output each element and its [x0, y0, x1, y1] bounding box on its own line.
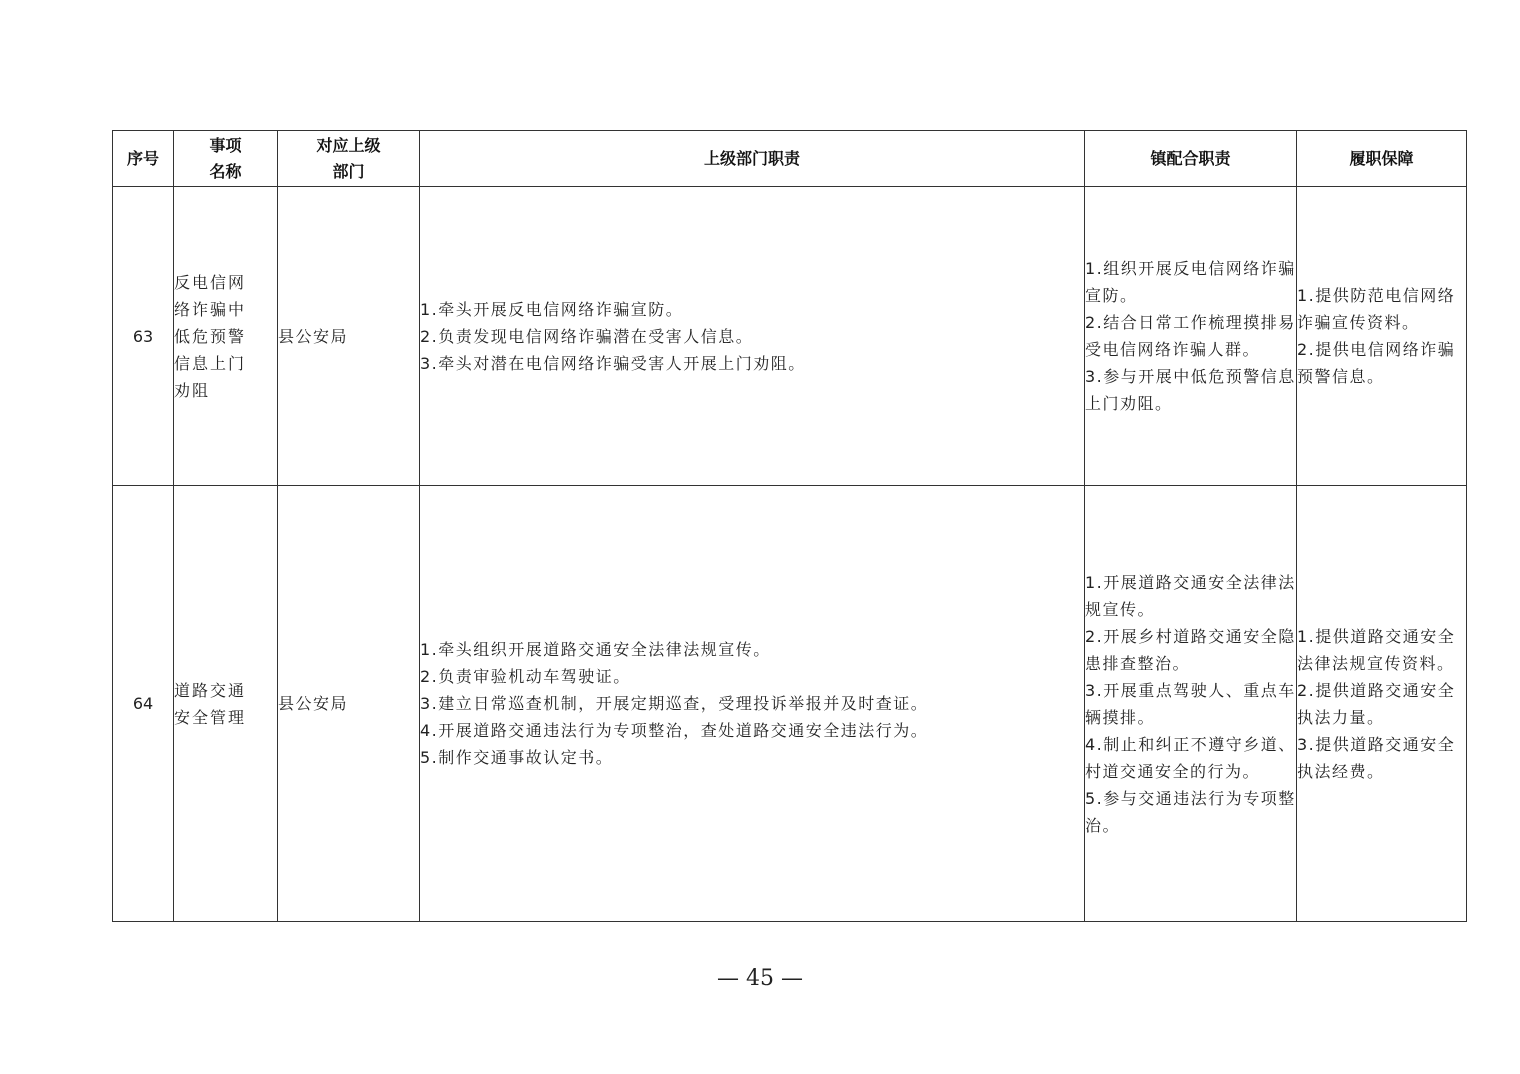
row-guarantee: 1.提供道路交通安全法律法规宣传资料。 2.提供道路交通安全执法力量。 3.提供道路交通安全执法经费。	[1297, 486, 1467, 922]
table-row	[113, 187, 1467, 486]
row-item-name: 反电信网 络诈骗中 低危预警 信息上门 劝阻	[174, 187, 278, 486]
header-guarantee: 履职保障	[1297, 131, 1467, 187]
row-seq: 64	[113, 486, 174, 922]
duty-table	[112, 130, 1467, 922]
row-dept: 县公安局	[278, 187, 420, 486]
header-town-duty: 镇配合职责	[1085, 131, 1297, 187]
header-seq: 序号	[113, 131, 174, 187]
page-number: — 45 —	[717, 966, 803, 991]
row-seq: 63	[113, 187, 174, 486]
header-item-name: 事项 名称	[174, 131, 278, 187]
header-upper-duty: 上级部门职责	[420, 131, 1085, 187]
table-row	[113, 486, 1467, 922]
header-upper-dept: 对应上级 部门	[278, 131, 420, 187]
row-guarantee: 1.提供防范电信网络诈骗宣传资料。 2.提供电信网络诈骗预警信息。	[1297, 187, 1467, 486]
row-upper-duty: 1.牵头开展反电信网络诈骗宣防。 2.负责发现电信网络诈骗潜在受害人信息。 3.牵头对潜在电信网络诈骗受害人开展上门劝阻。	[420, 187, 1085, 486]
row-item-name: 道路交通 安全管理	[174, 486, 278, 922]
row-dept: 县公安局	[278, 486, 420, 922]
header-row	[113, 131, 1467, 187]
row-town-duty: 1.组织开展反电信网络诈骗宣防。 2.结合日常工作梳理摸排易受电信网络诈骗人群。 3.参与开展中低危预警信息上门劝阻。	[1085, 187, 1297, 486]
row-town-duty: 1.开展道路交通安全法律法规宣传。 2.开展乡村道路交通安全隐患排查整治。 3.开展重点驾驶人、重点车辆摸排。 4.制止和纠正不遵守乡道、村道交通安全的行为。 5.参与交通违法行为专项整治。	[1085, 486, 1297, 922]
row-upper-duty: 1.牵头组织开展道路交通安全法律法规宣传。 2.负责审验机动车驾驶证。 3.建立日常巡查机制，开展定期巡查，受理投诉举报并及时查证。 4.开展道路交通违法行为专项整治，查处道路交通安全违法行为。 5.制作交通事故认定书。	[420, 486, 1085, 922]
